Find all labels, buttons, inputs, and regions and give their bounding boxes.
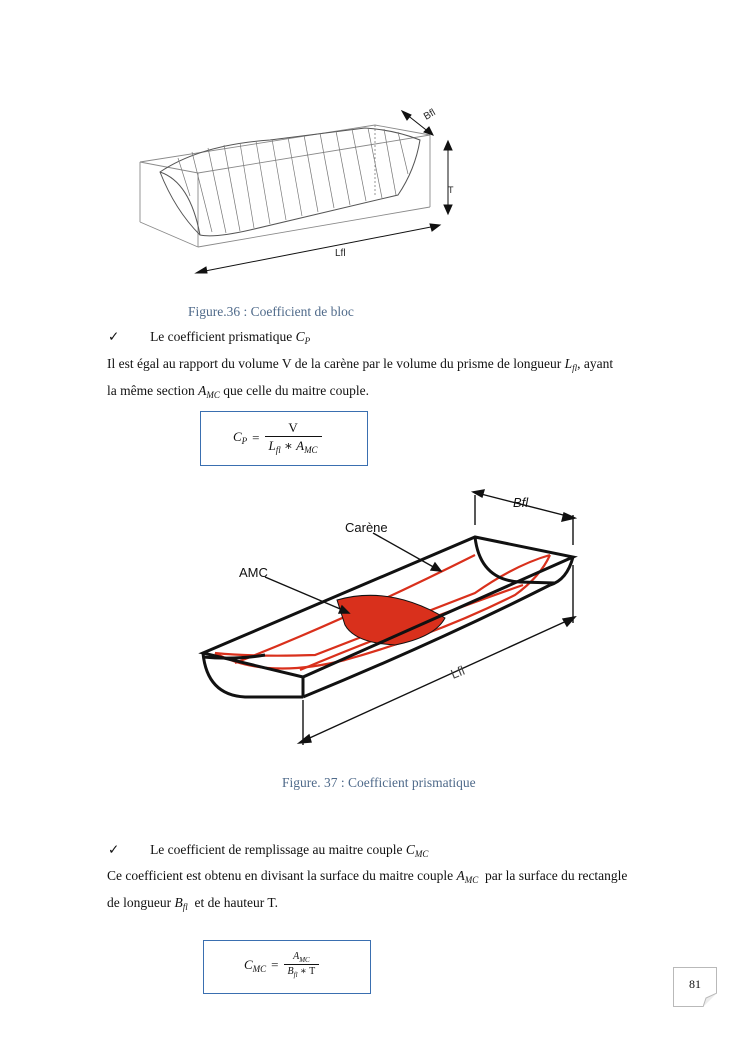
cp-formula-denominator xyxy=(265,436,322,455)
cp-formula-lhs: C xyxy=(233,429,242,444)
cmc-para1-symbol: A xyxy=(456,868,465,883)
cp-para2-sub: MC xyxy=(206,390,220,400)
cmc-para2-end: et de hauteur T. xyxy=(194,895,278,910)
cmc-para2-text: de longueur xyxy=(107,895,172,910)
cmc-para1-end: par la surface du rectangle xyxy=(485,868,628,883)
cmc-den-op: ∗ xyxy=(300,966,307,977)
cmc-para1-text: Ce coefficient est obtenu en divisant la surface du maitre couple xyxy=(107,868,454,883)
figure37-label-lfl: Lfl xyxy=(448,662,467,682)
cp-para2-text: la même section xyxy=(107,383,195,398)
cmc-num-a: A xyxy=(293,951,300,962)
figure-37-caption: Figure. 37 : Coefficient prismatique xyxy=(282,775,476,790)
cp-formula-lhs-sub: P xyxy=(241,436,248,446)
cp-den-op: ∗ xyxy=(284,438,293,453)
cmc-formula-denominator xyxy=(284,964,320,979)
cp-heading-text: Le coefficient prismatique xyxy=(150,329,293,344)
page-number: 81 xyxy=(689,977,701,991)
cp-formula-numerator: V xyxy=(288,420,298,435)
checkmark-icon: ✓ xyxy=(108,329,120,344)
cmc-para2-symbol: B xyxy=(174,895,183,910)
cmc-para1-sub: MC xyxy=(464,875,479,885)
cmc-formula-fraction xyxy=(284,951,320,979)
cp-para2-symbol: A xyxy=(198,383,207,398)
cp-den-a-sub: MC xyxy=(304,445,318,455)
block-coefficient-diagram xyxy=(130,100,470,290)
cp-den-a: A xyxy=(296,438,305,453)
cmc-para2-sub: fl xyxy=(182,902,188,912)
cp-para1-sub: fl xyxy=(572,363,578,373)
cmc-den-b-sub: fl xyxy=(293,971,298,979)
cmc-formula-box xyxy=(203,940,371,994)
cp-den-l-sub: fl xyxy=(275,445,281,455)
cmc-heading-sub: MC xyxy=(414,849,429,859)
cp-heading-sub: P xyxy=(304,336,311,346)
cmc-heading-symbol: C xyxy=(405,842,415,857)
figure-36-caption: Figure.36 : Coefficient de bloc xyxy=(188,304,354,319)
cp-para1-text: Il est égal au rapport du volume V de la carène par le volume du prisme de longueur xyxy=(107,356,562,371)
cp-den-l: L xyxy=(268,438,276,453)
cp-formula-equals: = xyxy=(252,429,260,445)
cmc-heading-text: Le coefficient de remplissage au maitre couple xyxy=(150,842,403,857)
figure37-label-amc: AMC xyxy=(239,565,268,580)
figure36-label-t: T xyxy=(448,185,454,195)
cp-paragraph-line1 xyxy=(107,357,613,373)
figure36-label-b: Bfl xyxy=(422,107,438,123)
cmc-num-a-sub: MC xyxy=(299,956,310,964)
figure37-label-carene: Carène xyxy=(345,520,388,535)
figure-37 xyxy=(195,485,595,750)
cmc-formula-numerator xyxy=(289,951,314,964)
cp-formula-box xyxy=(200,411,368,466)
cmc-formula-lhs: C xyxy=(244,956,253,972)
prismatic-coefficient-diagram xyxy=(195,485,595,750)
cmc-paragraph-line1 xyxy=(107,869,627,885)
cp-para1-end: , ayant xyxy=(577,356,614,371)
cp-heading xyxy=(108,330,310,346)
cmc-paragraph-line2 xyxy=(107,896,278,912)
figure37-label-bfl: Bfl xyxy=(513,495,529,510)
cmc-formula-lhs-sub: MC xyxy=(252,963,267,974)
cp-paragraph-line2 xyxy=(107,384,369,400)
cmc-heading xyxy=(108,843,428,859)
cmc-den-b: B xyxy=(287,966,294,977)
cp-formula-fraction xyxy=(265,420,322,455)
cp-para1-symbol: L xyxy=(564,356,573,371)
cp-para2-end: que celle du maitre couple. xyxy=(223,383,370,398)
page-number-box xyxy=(673,967,717,1007)
checkmark-icon: ✓ xyxy=(108,842,120,857)
figure-36 xyxy=(130,100,470,290)
page-fold-icon xyxy=(703,993,717,1007)
cmc-den-t: T xyxy=(309,966,316,977)
figure36-label-l: Lfl xyxy=(335,248,346,259)
cp-heading-symbol: C xyxy=(295,329,305,344)
cmc-formula-equals: = xyxy=(271,957,279,972)
